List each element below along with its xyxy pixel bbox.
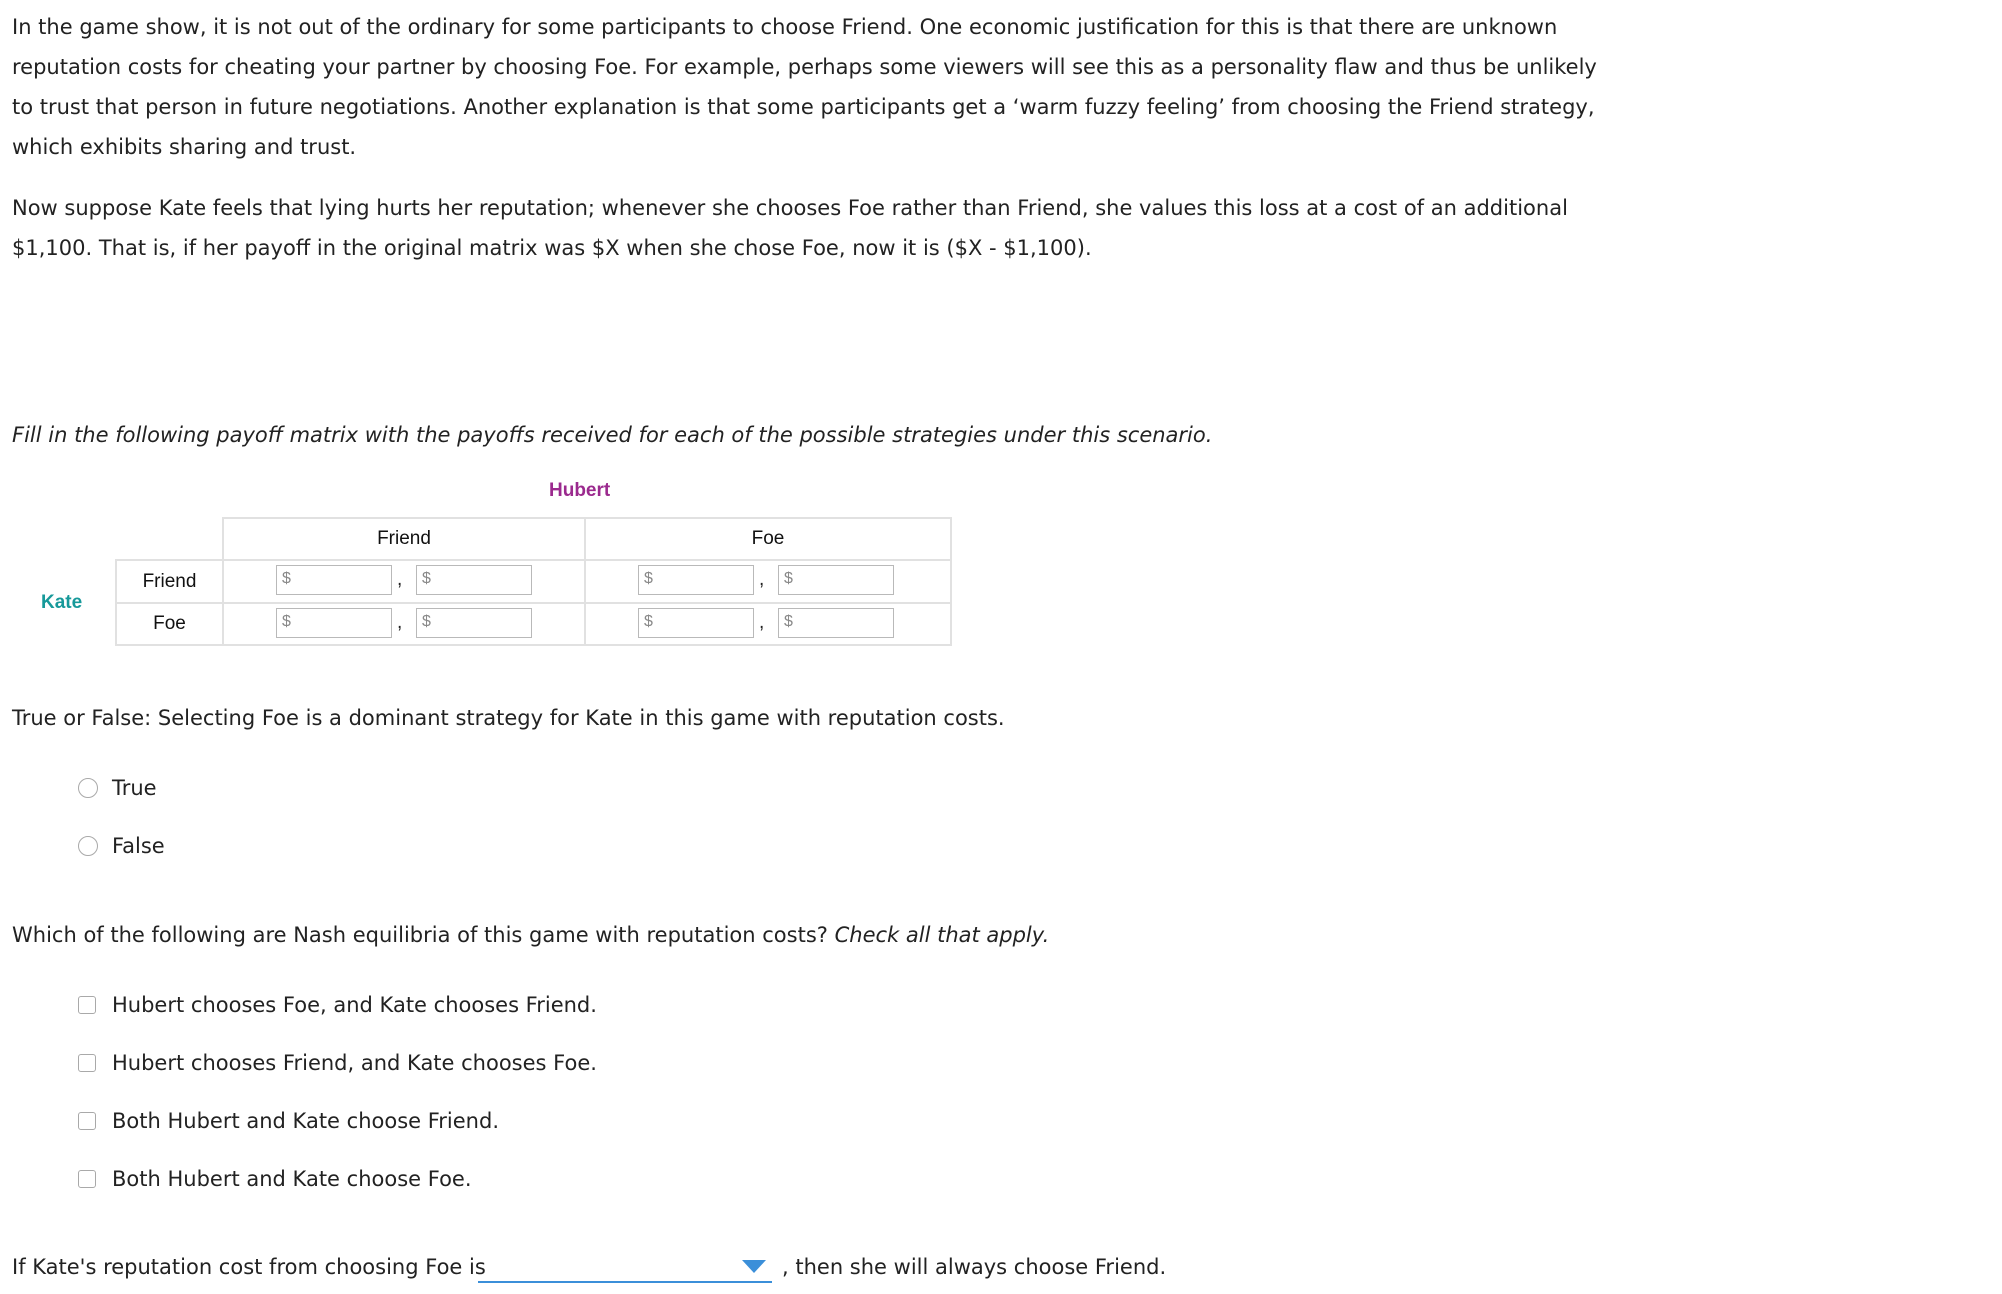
checkbox-label: Both Hubert and Kate choose Foe.: [112, 1167, 472, 1191]
checkbox[interactable]: [78, 1170, 96, 1188]
question-prompt: Which of the following are Nash equilibria of this game with reputation costs?: [12, 923, 828, 947]
dollar-sign: $: [644, 613, 653, 630]
hubert-payoff-input[interactable]: [778, 608, 894, 638]
checkbox-option[interactable]: [78, 990, 597, 1020]
fill-in-suffix: , then she will always choose Friend.: [782, 1255, 1167, 1279]
scenario-paragraph: Now suppose Kate feels that lying hurts her reputation; whenever she chooses Foe rather than Friend, she values this loss at a cost of an additional $1,100. That is, if her payoff in the original matrix was $X when she chose Foe, now it is ($X - $1,100).: [12, 196, 1568, 260]
radio-button[interactable]: [78, 778, 98, 798]
dollar-sign: $: [784, 613, 793, 630]
column-player-label: Hubert: [549, 480, 611, 501]
checkbox-label: Hubert chooses Foe, and Kate chooses Friend.: [112, 993, 597, 1017]
column-header-label: Foe: [751, 528, 785, 549]
column-header-foe: [584, 517, 952, 561]
dollar-sign: $: [644, 570, 653, 587]
payoff-matrix: [0, 470, 960, 650]
hubert-payoff-input[interactable]: [416, 565, 532, 595]
dollar-sign: $: [422, 570, 431, 587]
checkbox[interactable]: [78, 1054, 96, 1072]
payoff-separator: ,: [759, 612, 765, 633]
nash-equilibria-question: [12, 915, 1602, 955]
payoff-separator: ,: [759, 569, 765, 590]
cell-foe-foe: [584, 602, 952, 646]
checkbox[interactable]: [78, 996, 96, 1014]
radio-button[interactable]: [78, 836, 98, 856]
checkbox-option[interactable]: [78, 1164, 472, 1194]
payoff-separator: ,: [397, 612, 403, 633]
dollar-sign: $: [282, 570, 291, 587]
column-header-friend: [222, 517, 586, 561]
checkbox-label: Both Hubert and Kate choose Friend.: [112, 1109, 499, 1133]
hubert-payoff-input[interactable]: [778, 565, 894, 595]
payoff-separator: ,: [397, 569, 403, 590]
radio-label: False: [112, 834, 165, 858]
checkbox-label: Hubert chooses Friend, and Kate chooses Foe.: [112, 1051, 597, 1075]
intro-paragraph: In the game show, it is not out of the ordinary for some participants to choose Friend. One economic justification for this is that there are unknown reputation costs for cheating your partner by choosing Foe. For example, perhaps some viewers will see this as a personality flaw and thus be unlikely to trust that person in future negotiations. Another explanation is that some participants get a ‘warm fuzzy feeling’ from choosing the Friend strategy, which exhibits sharing and trust.: [12, 15, 1597, 159]
dollar-sign: $: [282, 613, 291, 630]
cell-friend-friend: [222, 559, 586, 604]
row-header-foe: [115, 602, 224, 646]
matrix-instruction: Fill in the following payoff matrix with the payoffs received for each of the possible strategies under this scenario.: [12, 423, 1213, 447]
cell-friend-foe: [584, 559, 952, 604]
kate-payoff-input[interactable]: [638, 565, 754, 595]
kate-payoff-input[interactable]: [276, 565, 392, 595]
row-header-friend: [115, 559, 224, 604]
hubert-payoff-input[interactable]: [416, 608, 532, 638]
radio-option-true[interactable]: [78, 773, 157, 803]
true-false-question: True or False: Selecting Foe is a dominant strategy for Kate in this game with reputation costs.: [12, 706, 1005, 730]
kate-payoff-input[interactable]: [276, 608, 392, 638]
row-header-label: Friend: [142, 570, 197, 592]
question-instruction: Check all that apply.: [834, 923, 1050, 947]
row-player-label: Kate: [41, 592, 83, 613]
checkbox-option[interactable]: [78, 1048, 597, 1078]
reputation-cost-dropdown[interactable]: [478, 1251, 772, 1283]
cell-foe-friend: [222, 602, 586, 646]
radio-label: True: [112, 776, 157, 800]
column-header-label: Friend: [377, 528, 431, 549]
checkbox-option[interactable]: [78, 1106, 499, 1136]
fill-in-prefix: If Kate's reputation cost from choosing Foe is: [12, 1255, 486, 1279]
dollar-sign: $: [784, 570, 793, 587]
row-header-label: Foe: [153, 613, 186, 634]
radio-option-false[interactable]: [78, 831, 165, 861]
dollar-sign: $: [422, 613, 431, 630]
chevron-down-icon[interactable]: [742, 1260, 766, 1273]
checkbox[interactable]: [78, 1112, 96, 1130]
kate-payoff-input[interactable]: [638, 608, 754, 638]
